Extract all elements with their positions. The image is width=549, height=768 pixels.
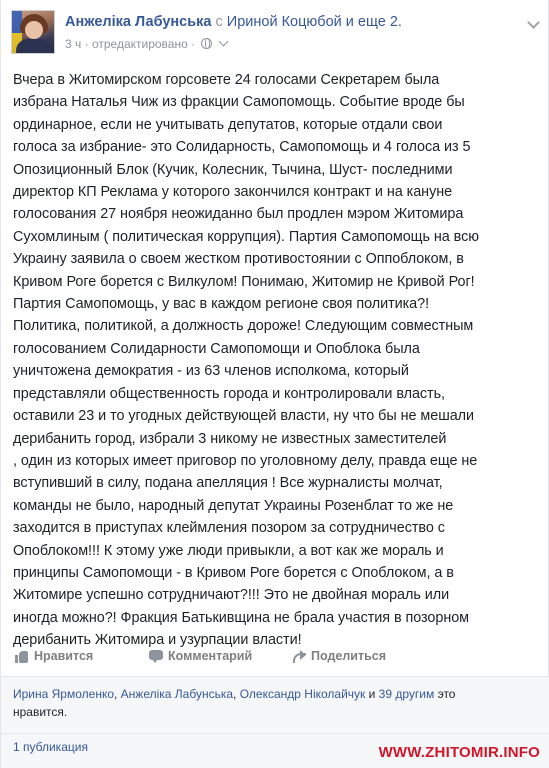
liker-1[interactable]: Ирина Ярмоленко — [13, 687, 114, 701]
chevron-small-icon[interactable] — [218, 37, 228, 47]
post-header — [11, 10, 541, 60]
likes-suffix-line2: нравится. — [13, 705, 68, 719]
avatar[interactable] — [11, 10, 55, 54]
post-text: Вчера в Житомирском горсовете 24 голосами Секретарем была избрана Наталья Чиж из фракции Самопомощь. Событие вроде бы ординарное, если не учитывать депутатов, которые отдали свои голоса за избрание- это Солидарность, Самопомощь и 4 голоса из 5 Опозиционный Блок (Кучик, Колесник, Тычина, Шуст- последними директор КП Реклама у которого закончился контракт и на кануне голосования 27 ноября неожиданно был продлен мэром Житомира Сухомлиным ( политическая коррупция). Партия Самопомощь на всю Украину заявила о своем жестком противостоянии с Оппоблоком, в Кривом Роге борется с Вилкулом! Понимаю, Житомир не Кривой Рог! Партия Самопомощь, у вас в каждом регионе своя политика?! Политика, политикой, а должность дороже! Следующим совместным голосованием Солидарности Самопомощи и Опоблока была уничтожена демократия - из 63 членов исполкома, который представляли общественность города и контролировали власть, оставили 23 и то угодных действующей власти, ну что бы не мешали дерибанить город, избрали 3 никому не известных заместителей , один из которых имеет приговор по уголовному делу, правда еще не вступивший в силу, подана апелляция ! Все журналисты молчат, команды не было, народный депутат Украины Розенблат то же не заходится в приступах клеймления позором за сотрудничество с Опоблоком!!! К этому уже люди привыкли, а вот как же мораль и принципы Самопомощи - в Кривом Роге борется с Опоблоком, а в Житомире успешно сотрудничают?!!! Это не двойная мораль или иногда можно?! Фракция Батькивщина не брала участия в позорном дерибанить Житомира и узурпации власти! — [13, 72, 479, 649]
share-button[interactable] — [292, 649, 386, 663]
likes-others-link[interactable]: 39 другим — [378, 687, 435, 701]
likes-summary: Ирина Ярмоленко, Анжеліка Лабунська, Олександр Ніколайчук и 39 другим это нравится. — [1, 677, 549, 733]
liker-2[interactable]: Анжеліка Лабунська — [120, 687, 234, 701]
like-button[interactable] — [15, 649, 93, 663]
liker-3[interactable]: Олександр Ніколайчук — [239, 687, 366, 701]
comment-button[interactable] — [149, 649, 252, 663]
with-word: с — [215, 14, 223, 30]
edited-label[interactable]: отредактировано — [91, 37, 188, 51]
watermark: WWW.ZHITOMIR.INFO — [378, 744, 540, 761]
globe-icon[interactable] — [201, 38, 212, 49]
chevron-down-icon[interactable] — [527, 18, 539, 30]
shares-link[interactable]: 1 публикация — [13, 740, 88, 754]
like-icon — [15, 650, 29, 663]
share-label: Поделиться — [311, 649, 387, 663]
post-actions — [13, 643, 538, 671]
tagged-person[interactable]: Ириной Коцюбой — [226, 14, 342, 30]
likes-conj: и — [368, 687, 376, 701]
like-label: Нравится — [34, 649, 94, 663]
comment-icon — [149, 650, 163, 663]
post-time[interactable]: 3 ч — [65, 37, 82, 51]
author-name[interactable]: Анжеліка Лабунська — [65, 14, 212, 30]
tagged-more[interactable]: и еще 2. — [345, 14, 402, 30]
comment-label: Комментарий — [168, 649, 253, 663]
share-icon — [292, 650, 306, 663]
likes-suffix: это — [437, 687, 456, 701]
post-title — [65, 14, 402, 30]
post-meta: 3 ч · отредактировано · — [65, 37, 227, 51]
